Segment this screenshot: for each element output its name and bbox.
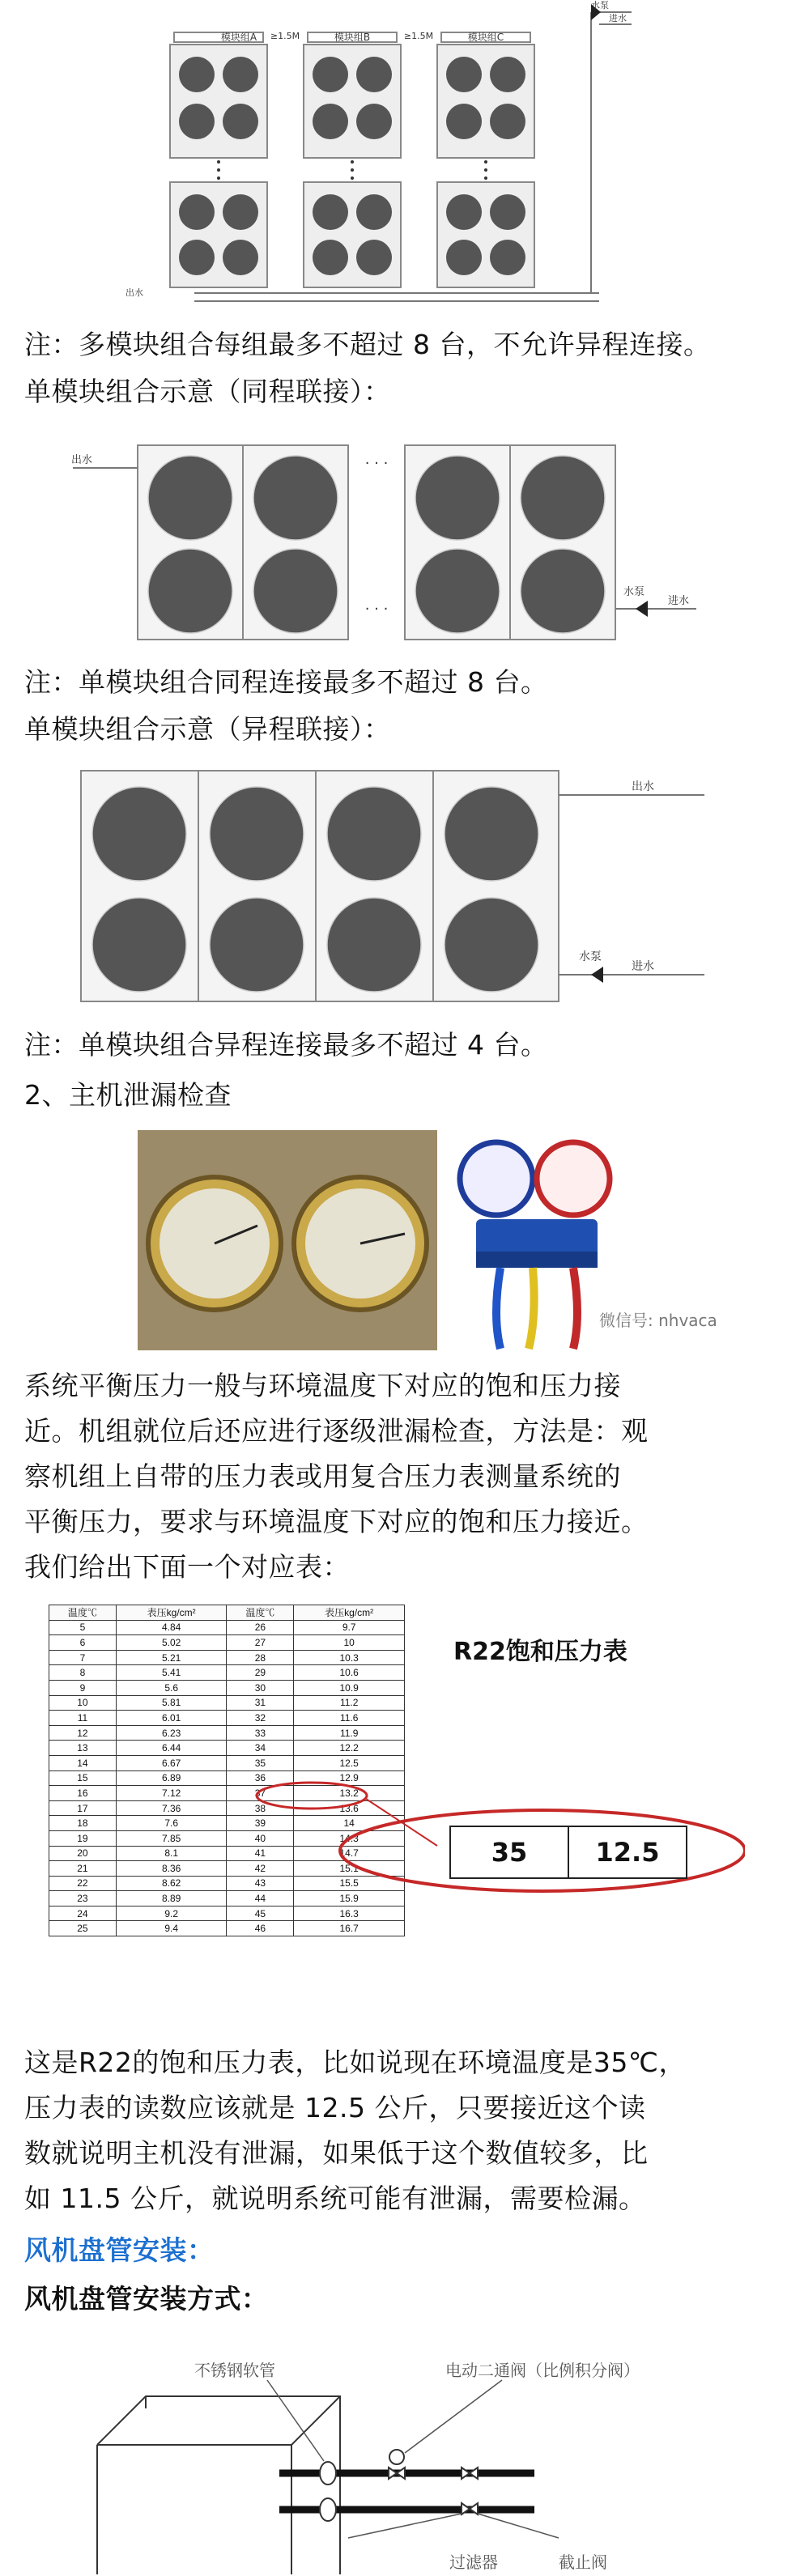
table-cell: 5.81 [116, 1695, 227, 1711]
table-cell: 12.2 [294, 1741, 405, 1756]
table-cell: 15 [49, 1770, 117, 1786]
table-row [49, 1741, 405, 1756]
group-a-label: 模块组A [220, 32, 257, 43]
table-cell: 10 [294, 1635, 405, 1651]
table-cell: 6.23 [116, 1725, 227, 1741]
table-cell: 40 [227, 1830, 294, 1846]
note-multi-module: 注：多模块组合每组最多不超过 8 台，不允许异程连接。 [24, 329, 711, 360]
table-cell: 23 [49, 1891, 117, 1906]
paragraph-line: 平衡压力，要求与环境温度下对应的饱和压力接近。 [24, 1506, 649, 1537]
paragraph-line: 察机组上自带的压力表或用复合压力表测量系统的 [24, 1460, 621, 1492]
table-cell: 8.89 [116, 1891, 227, 1906]
zoom-pressure: 12.5 [595, 1837, 660, 1868]
table-cell: 43 [227, 1876, 294, 1891]
paragraph-line: 压力表的读数应该就是 12.5 公斤，只要接近这个读 [24, 2092, 646, 2123]
table-cell: 27 [227, 1635, 294, 1651]
table-cell: 7.85 [116, 1830, 227, 1846]
table-cell: 9.2 [116, 1906, 227, 1921]
table-cell: 8.62 [116, 1876, 227, 1891]
table-cell: 24 [49, 1906, 117, 1921]
table-cell: 10.9 [294, 1680, 405, 1695]
table-cell: 28 [227, 1650, 294, 1665]
table-cell: 17 [49, 1800, 117, 1816]
pressure-gauge-photo [138, 1130, 437, 1350]
section-fan-coil: 风机盘管安装： [24, 2234, 215, 2266]
table-cell: 6.89 [116, 1770, 227, 1786]
table-row [49, 1620, 405, 1635]
table-cell: 13 [49, 1741, 117, 1756]
table-cell: 10.3 [294, 1650, 405, 1665]
valve-label: 电动二通阀（比例积分阀） [445, 2361, 640, 2380]
table-cell: 16.3 [294, 1906, 405, 1921]
table-cell: 5 [49, 1620, 117, 1635]
table-cell: 12.5 [294, 1755, 405, 1770]
table-cell: 22 [49, 1876, 117, 1891]
zoom-box [449, 1826, 687, 1879]
table-row [49, 1711, 405, 1726]
table-cell: 11.9 [294, 1725, 405, 1741]
table-cell: 6.67 [116, 1755, 227, 1770]
table-cell: 34 [227, 1741, 294, 1756]
section-leak-check: 2、主机泄漏检查 [24, 1079, 232, 1111]
table-cell: 14 [294, 1816, 405, 1831]
table-cell: 44 [227, 1891, 294, 1906]
table-cell: 45 [227, 1906, 294, 1921]
table-cell: 12.9 [294, 1770, 405, 1786]
group-b-label: 模块组B [334, 32, 371, 43]
table-cell: 8.1 [116, 1846, 227, 1861]
pump-icon [636, 601, 648, 617]
zoom-temp: 35 [451, 1827, 569, 1877]
paragraph-line: 我们给出下面一个对应表： [24, 1551, 350, 1583]
paragraph-line: 这是R22的饱和压力表，比如说现在环境温度是35℃， [24, 2047, 686, 2078]
table-cell: 13.2 [294, 1786, 405, 1801]
table-cell: 5.41 [116, 1665, 227, 1681]
table-row [49, 1635, 405, 1651]
note-same-path: 注：单模块组合同程连接最多不超过 8 台。 [24, 666, 548, 698]
table-cell: 46 [227, 1921, 294, 1936]
table-cell: 21 [49, 1861, 117, 1877]
stop-valve-label: 截止阀 [559, 2553, 607, 2572]
pump-label: 水泵 [623, 586, 645, 598]
table-row [49, 1921, 405, 1936]
heading-same-path: 单模块组合示意（同程联接）： [24, 376, 391, 407]
table-cell: 42 [227, 1861, 294, 1877]
table-cell: 33 [227, 1725, 294, 1741]
table-row [49, 1725, 405, 1741]
table-cell: 35 [227, 1755, 294, 1770]
table-header-row [49, 1605, 405, 1621]
table-cell: 36 [227, 1770, 294, 1786]
table-cell: 6.01 [116, 1711, 227, 1726]
table-row [49, 1755, 405, 1770]
different-path-diagram [73, 763, 745, 1005]
table-cell: 15.9 [294, 1891, 405, 1906]
table-cell: 5.21 [116, 1650, 227, 1665]
multi-module-diagram [113, 0, 632, 312]
table-row [49, 1680, 405, 1695]
paragraph-leak-check [24, 1363, 649, 1590]
table-cell: 37 [227, 1786, 294, 1801]
heading-fan-coil-method: 风机盘管安装方式： [24, 2283, 269, 2315]
table-cell: 31 [227, 1695, 294, 1711]
table-row [49, 1695, 405, 1711]
dots-bottom: · · · [364, 601, 389, 618]
spacing-label-1: ≥1.5M [270, 31, 300, 41]
table-cell: 9 [49, 1680, 117, 1695]
fan-coil-diagram [81, 2332, 745, 2574]
table-header: 表压kg/cm² [116, 1605, 227, 1621]
table-cell: 11.6 [294, 1711, 405, 1726]
table-cell: 8.36 [116, 1861, 227, 1877]
table-cell: 10 [49, 1695, 117, 1711]
table-cell: 8 [49, 1665, 117, 1681]
heading-different-path: 单模块组合示意（异程联接）： [24, 713, 391, 745]
manifold-gauge-photo [444, 1130, 622, 1350]
pump-label: 水泵 [591, 0, 609, 11]
note-different-path: 注：单模块组合异程连接最多不超过 4 台。 [24, 1029, 548, 1061]
table-cell: 14.3 [294, 1830, 405, 1846]
table-cell: 39 [227, 1816, 294, 1831]
table-cell: 7 [49, 1650, 117, 1665]
table-cell: 7.36 [116, 1800, 227, 1816]
table-cell: 9.4 [116, 1921, 227, 1936]
table-cell: 6.44 [116, 1741, 227, 1756]
table-cell: 4.84 [116, 1620, 227, 1635]
table-cell: 7.12 [116, 1786, 227, 1801]
table-header: 表压kg/cm² [294, 1605, 405, 1621]
table-cell: 29 [227, 1665, 294, 1681]
paragraph-r22-explanation [24, 2040, 686, 2221]
table-cell: 5.02 [116, 1635, 227, 1651]
table-cell: 30 [227, 1680, 294, 1695]
hose-label: 不锈钢软管 [194, 2361, 275, 2380]
dots-top: · · · [364, 455, 389, 472]
table-cell: 41 [227, 1846, 294, 1861]
outlet-label: 出水 [71, 454, 93, 466]
table-cell: 14 [49, 1755, 117, 1770]
table-cell: 11 [49, 1711, 117, 1726]
photo-watermark: 微信号: nhvaca [599, 1311, 717, 1330]
table-cell: 12 [49, 1725, 117, 1741]
table-cell: 32 [227, 1711, 294, 1726]
inlet-label: 进水 [632, 960, 654, 973]
table-cell: 11.2 [294, 1695, 405, 1711]
table-cell: 26 [227, 1620, 294, 1635]
outlet-label: 出水 [632, 780, 654, 793]
table-cell: 10.6 [294, 1665, 405, 1681]
paragraph-line: 如 11.5 公斤，就说明系统可能有泄漏，需要检漏。 [24, 2183, 646, 2214]
paragraph-line: 近。机组就位后还应进行逐级泄漏检查，方法是：观 [24, 1415, 649, 1447]
table-header: 温度℃ [227, 1605, 294, 1621]
table-cell: 16.7 [294, 1921, 405, 1936]
r22-table-title: R22饱和压力表 [453, 1638, 627, 1666]
table-cell: 15.1 [294, 1861, 405, 1877]
inlet-label: 进水 [668, 595, 690, 607]
table-row [49, 1665, 405, 1681]
group-c-label: 模块组C [467, 32, 504, 43]
table-cell: 9.7 [294, 1620, 405, 1635]
paragraph-line: 系统平衡压力一般与环境温度下对应的饱和压力接 [24, 1370, 621, 1401]
table-cell: 13.6 [294, 1800, 405, 1816]
table-cell: 25 [49, 1921, 117, 1936]
table-cell: 16 [49, 1786, 117, 1801]
table-cell: 18 [49, 1816, 117, 1831]
pump-label: 水泵 [579, 950, 602, 963]
table-row [49, 1650, 405, 1665]
filter-label: 过滤器 [449, 2553, 498, 2572]
table-cell: 5.6 [116, 1680, 227, 1695]
table-cell: 38 [227, 1800, 294, 1816]
table-cell: 19 [49, 1830, 117, 1846]
table-cell: 14.7 [294, 1846, 405, 1861]
table-header: 温度℃ [49, 1605, 117, 1621]
table-cell: 15.5 [294, 1876, 405, 1891]
pump-icon [591, 967, 603, 983]
inlet-label: 进水 [609, 13, 627, 23]
spacing-label-2: ≥1.5M [403, 31, 434, 41]
table-row [49, 1906, 405, 1921]
same-path-diagram [65, 429, 745, 648]
paragraph-line: 数就说明主机没有泄漏，如果低于这个数值较多，比 [24, 2137, 649, 2169]
table-cell: 6 [49, 1635, 117, 1651]
table-cell: 7.6 [116, 1816, 227, 1831]
table-cell: 20 [49, 1846, 117, 1861]
outlet-label: 出水 [125, 287, 143, 298]
